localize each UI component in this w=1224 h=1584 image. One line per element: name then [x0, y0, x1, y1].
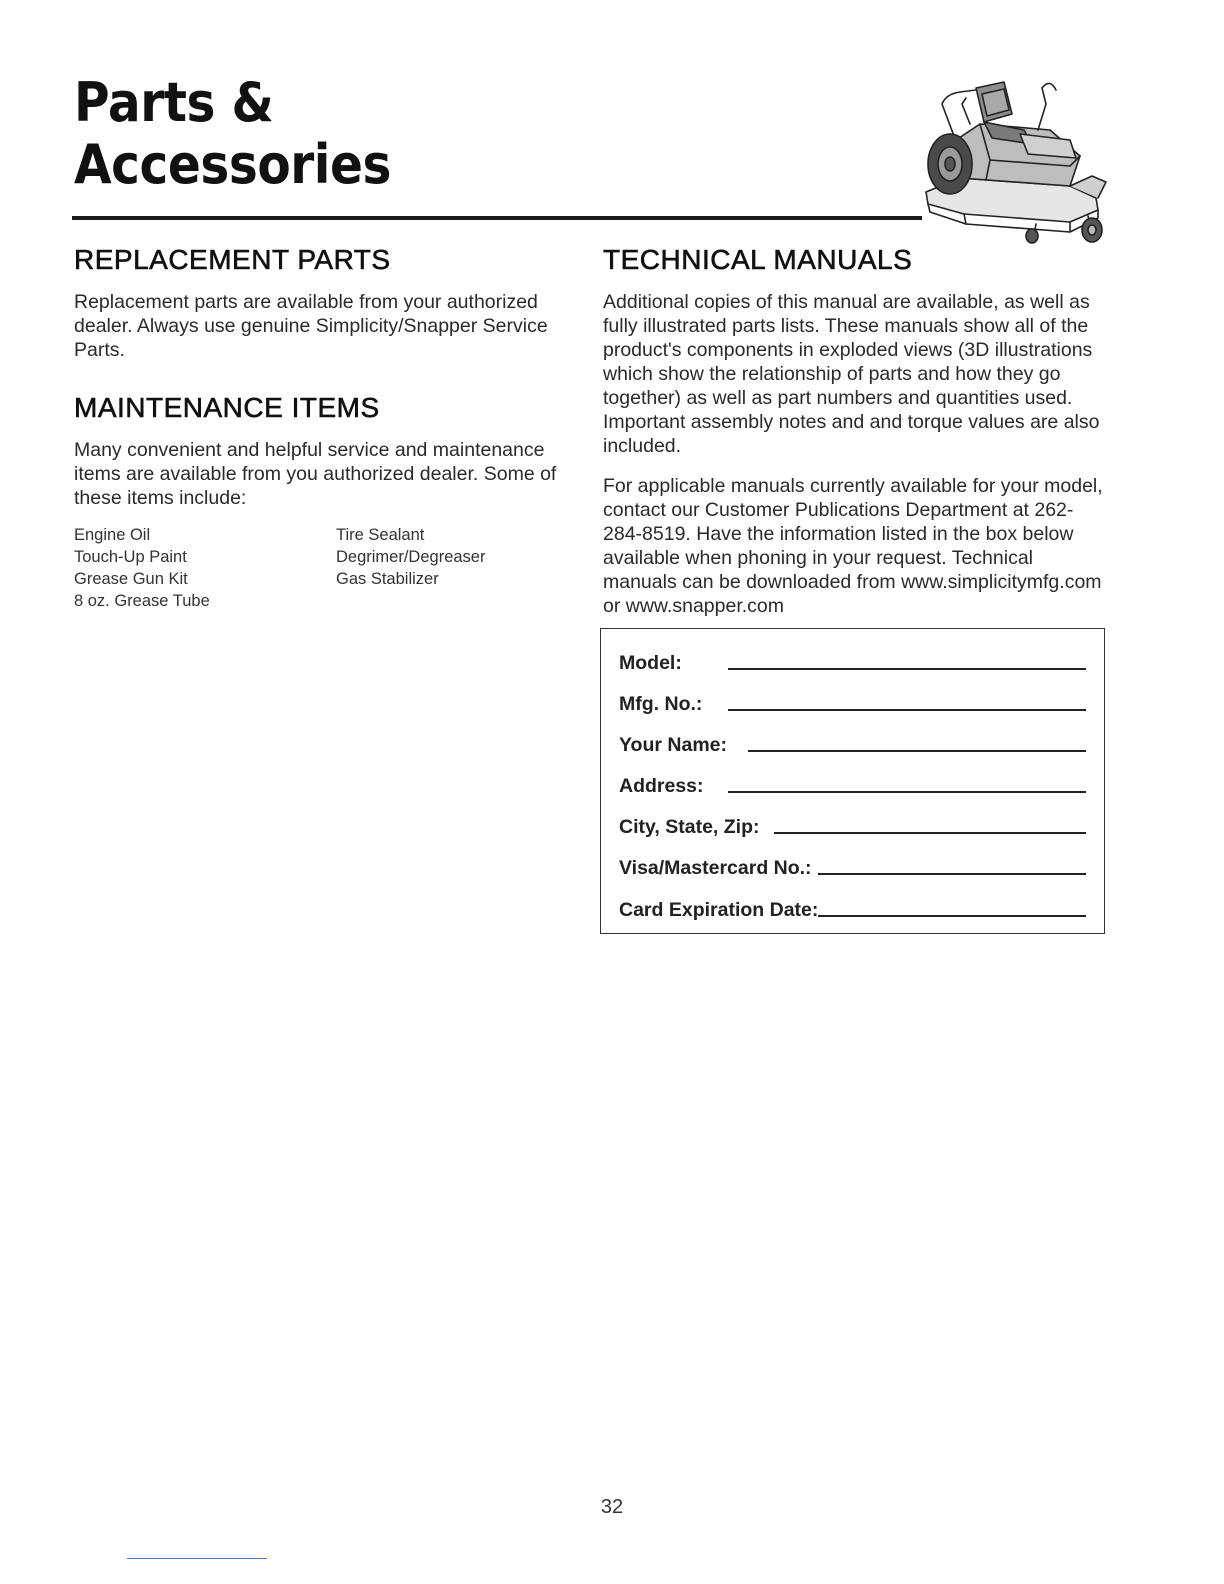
form-row-name [619, 727, 1086, 757]
maintenance-items-heading: MAINTENANCE ITEMS [74, 392, 380, 423]
technical-manuals-para-1: Additional copies of this manual are available, as well as fully illustrated parts lists. These manuals show all of the product's components in exploded views (3D illustrations which show the relationship of parts and how they go together) as well as part numbers and quantities used. Important assembly notes and and torque values are also included. [603, 291, 1100, 457]
replacement-parts-text: Replacement parts are available from your authorized dealer. Always use genuine Simplicity/Snapper Service Parts. [74, 291, 548, 361]
technical-manuals-para-2: For applicable manuals currently available for your model, contact our Customer Publications Department at 262-284-8519. Have the information listed in the box below available when phoning in your request. Technical manuals can be downloaded from www.simplicitymfg.com or www.snapper.com [603, 475, 1103, 617]
model-field[interactable] [728, 668, 1086, 670]
form-row-city [619, 809, 1086, 839]
list-item: Degrimer/Degreaser [336, 548, 486, 566]
replacement-parts-heading: REPLACEMENT PARTS [74, 244, 391, 275]
form-row-expiration [619, 892, 1086, 922]
list-item: 8 oz. Grease Tube [74, 592, 210, 610]
your-name-label: Your Name: [619, 734, 727, 756]
maintenance-items-column-1 [74, 524, 336, 612]
title-line-2: Accessories [74, 133, 392, 196]
your-name-field[interactable] [748, 750, 1086, 752]
form-row-mfg [619, 686, 1086, 716]
form-row-card [619, 850, 1086, 880]
technical-manuals-heading: TECHNICAL MANUALS [603, 244, 913, 275]
title-rule [72, 216, 922, 220]
maintenance-items-text: Many convenient and helpful service and maintenance items are available from you authorized dealer. Some of these items include: [74, 439, 557, 509]
title-line-1: Parts & [74, 71, 274, 134]
page-number: 32 [600, 1496, 624, 1518]
zero-turn-mower-icon [920, 74, 1116, 244]
list-item: Gas Stabilizer [336, 570, 439, 588]
page-title [74, 72, 391, 196]
list-item: Grease Gun Kit [74, 570, 188, 588]
city-state-zip-field[interactable] [774, 832, 1086, 834]
card-number-field[interactable] [818, 873, 1086, 875]
mfg-no-label: Mfg. No.: [619, 693, 703, 715]
address-field[interactable] [728, 791, 1086, 793]
model-label: Model: [619, 652, 682, 674]
city-state-zip-label: City, State, Zip: [619, 816, 760, 838]
card-expiration-field[interactable] [818, 915, 1086, 917]
maintenance-items-column-2 [336, 524, 485, 612]
address-label: Address: [619, 775, 704, 797]
right-column [603, 244, 1108, 634]
form-row-address [619, 768, 1086, 798]
maintenance-items-list [74, 524, 574, 612]
replacement-parts-section [74, 244, 574, 362]
left-column [74, 244, 574, 612]
customer-info-form [600, 628, 1105, 934]
list-item: Touch-Up Paint [74, 548, 187, 566]
list-item: Engine Oil [74, 526, 151, 544]
list-item: Tire Sealant [336, 526, 425, 544]
footer-rule [127, 1558, 267, 1559]
mfg-no-field[interactable] [728, 709, 1086, 711]
card-number-label: Visa/Mastercard No.: [619, 857, 812, 879]
maintenance-items-section [74, 392, 574, 612]
technical-manuals-section [603, 244, 1108, 618]
form-row-model [619, 645, 1086, 675]
card-expiration-label: Card Expiration Date: [619, 899, 819, 921]
